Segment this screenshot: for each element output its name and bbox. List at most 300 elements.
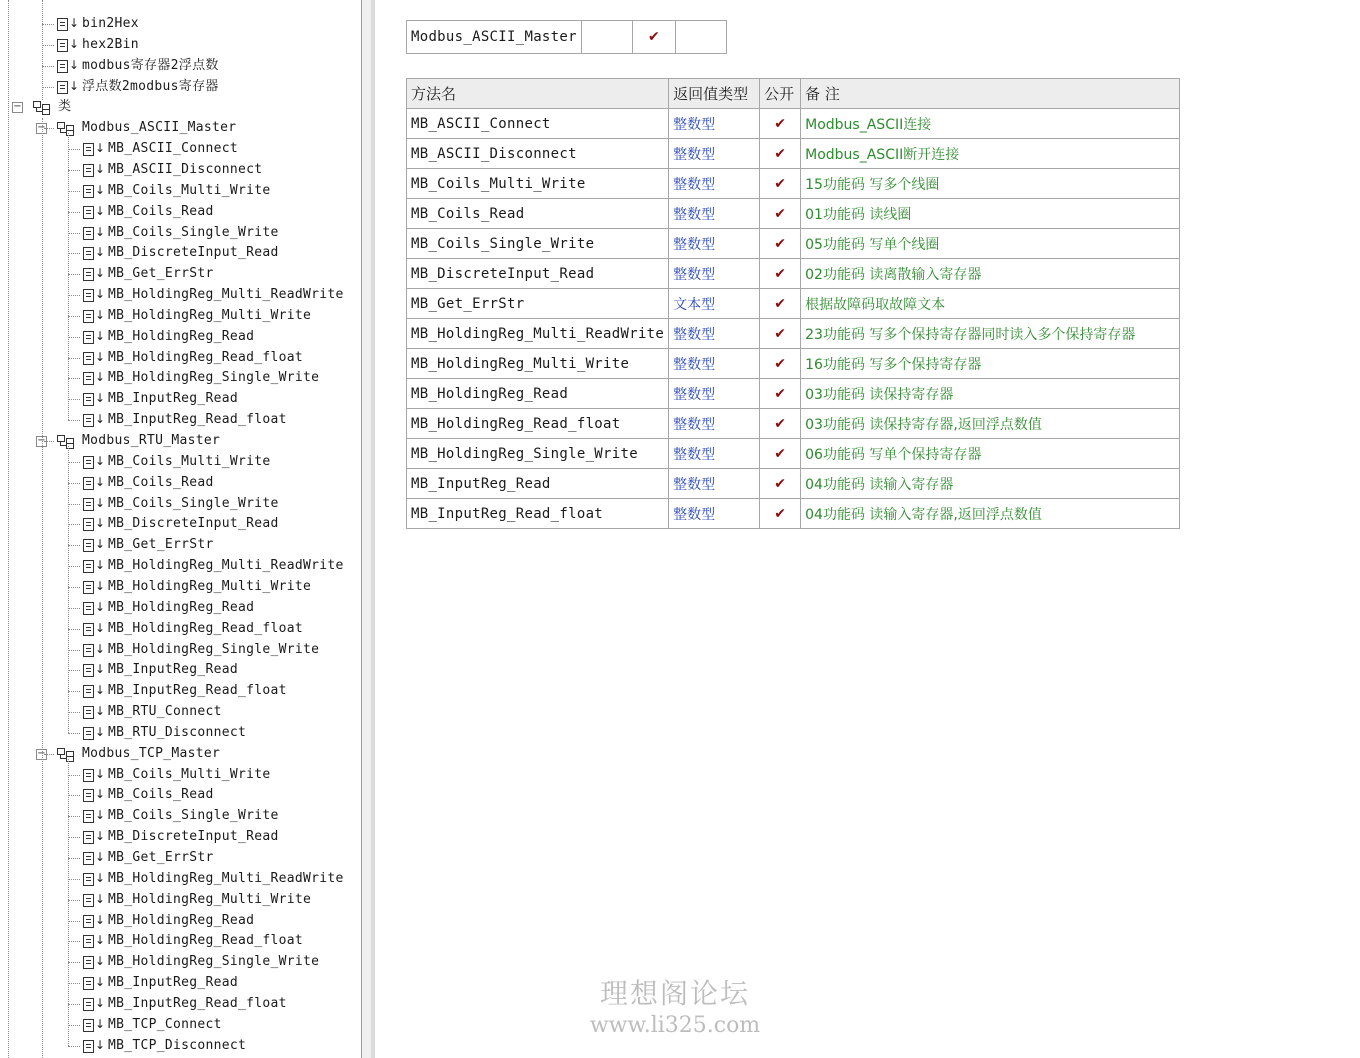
method-name-cell[interactable]: MB_ASCII_Connect <box>407 109 669 139</box>
watermark-title: 理想阁论坛 <box>599 977 750 1010</box>
method-icon-part <box>83 372 94 385</box>
method-icon-part: ↓ <box>95 704 106 719</box>
method-icon-part: ↓ <box>95 620 106 635</box>
tree-node-label: MB_InputReg_Read <box>108 391 239 407</box>
header-public: 公开 <box>760 79 801 109</box>
return-type-cell[interactable]: 整数型 <box>669 139 760 169</box>
tree-node-label: MB_TCP_Connect <box>108 1016 222 1032</box>
tree-guide-horizontal <box>42 24 54 25</box>
note-cell[interactable]: 06功能码 写单个保持寄存器 <box>801 439 1180 469</box>
tree-node-label: MB_HoldingReg_Multi_Write <box>108 891 312 907</box>
tree-class-node[interactable] <box>56 744 220 764</box>
check-icon: ✔ <box>774 355 786 372</box>
tree-method-node[interactable] <box>82 202 214 222</box>
method-icon-part: ↓ <box>69 78 80 93</box>
tree-guide-horizontal <box>68 775 80 776</box>
class-icon-part <box>60 128 67 133</box>
note-cell[interactable]: 15功能码 写多个线圈 <box>801 169 1180 199</box>
tree-node-label: MB_HoldingReg_Read_float <box>108 620 304 636</box>
public-cell[interactable] <box>760 409 801 439</box>
method-name-cell[interactable]: MB_Get_ErrStr <box>407 289 669 319</box>
expand-toggle-icon[interactable]: − <box>37 122 46 134</box>
tree-method-node[interactable] <box>82 598 254 618</box>
tree-node-label: MB_Coils_Multi_Write <box>108 453 271 469</box>
method-icon <box>82 768 104 782</box>
table-row[interactable] <box>407 409 1180 439</box>
tree-node-label: MB_HoldingReg_Multi_Write <box>108 307 312 323</box>
method-icon-part <box>83 560 94 573</box>
tree-guide-horizontal <box>68 566 80 567</box>
tree-node-label: 类 <box>58 99 72 115</box>
note-cell[interactable]: 23功能码 写多个保持寄存器同时读入多个保持寄存器 <box>801 319 1180 349</box>
tree-method-node[interactable] <box>82 660 238 680</box>
method-name-cell[interactable]: MB_HoldingReg_Multi_ReadWrite <box>407 319 669 349</box>
method-icon <box>82 830 104 844</box>
tree-method-node[interactable] <box>82 348 303 368</box>
method-icon-part: ↓ <box>95 599 106 614</box>
tree-node-label: MB_InputReg_Read_float <box>108 683 287 699</box>
public-cell[interactable] <box>760 259 801 289</box>
method-icon-part: ↓ <box>95 495 106 510</box>
tree-method-node[interactable] <box>56 77 219 97</box>
pane-splitter-shadow <box>371 0 375 1058</box>
method-name-cell[interactable]: MB_InputReg_Read <box>407 469 669 499</box>
public-cell[interactable] <box>760 109 801 139</box>
method-icon-part: ↓ <box>95 328 106 343</box>
method-icon-part: ↓ <box>69 57 80 72</box>
method-icon <box>82 934 104 948</box>
method-icon <box>82 809 104 823</box>
method-icon-part <box>83 185 94 198</box>
method-name-cell[interactable]: MB_Coils_Multi_Write <box>407 169 669 199</box>
return-type-cell[interactable]: 整数型 <box>669 109 760 139</box>
public-cell[interactable] <box>760 289 801 319</box>
method-name-cell[interactable]: MB_DiscreteInput_Read <box>407 259 669 289</box>
tree-guide-horizontal <box>68 983 80 984</box>
table-row[interactable] <box>407 109 1180 139</box>
public-cell[interactable] <box>760 349 801 379</box>
return-type-cell[interactable]: 文本型 <box>669 289 760 319</box>
note-cell[interactable]: 01功能码 读线圈 <box>801 199 1180 229</box>
public-cell[interactable] <box>760 229 801 259</box>
tree-guide-horizontal <box>68 233 80 234</box>
note-cell[interactable]: 03功能码 读保持寄存器,返回浮点数值 <box>801 409 1180 439</box>
tree-method-node[interactable] <box>82 681 287 701</box>
tree-class-node[interactable] <box>56 431 220 451</box>
method-icon-part <box>83 685 94 698</box>
tree-guide-horizontal <box>68 733 80 734</box>
method-icon <box>82 955 104 969</box>
tree-guide-horizontal <box>68 358 80 359</box>
method-icon <box>82 142 104 156</box>
method-name-cell[interactable]: MB_HoldingReg_Read_float <box>407 409 669 439</box>
return-type-cell[interactable]: 整数型 <box>669 259 760 289</box>
method-icon-part: ↓ <box>95 724 106 739</box>
tree-method-node[interactable] <box>82 952 319 972</box>
method-icon-part <box>83 477 94 490</box>
method-icon <box>82 288 104 302</box>
tree-method-node[interactable] <box>82 410 287 430</box>
table-row[interactable] <box>407 319 1180 349</box>
method-icon-part: ↓ <box>69 36 80 51</box>
tree-guide-horizontal <box>68 587 80 588</box>
class-note-cell[interactable] <box>675 21 726 54</box>
tree-node-label: modbus寄存器2浮点数 <box>82 57 219 73</box>
tree-node-label: MB_Coils_Multi_Write <box>108 182 271 198</box>
header-method-name: 方法名 <box>407 79 669 109</box>
tree-guide-horizontal <box>68 837 80 838</box>
table-row[interactable] <box>407 199 1180 229</box>
tree-method-node[interactable] <box>82 452 271 472</box>
return-type-cell[interactable]: 整数型 <box>669 199 760 229</box>
method-icon-part: ↓ <box>95 933 106 948</box>
header-note: 备 注 <box>801 79 1180 109</box>
table-row[interactable] <box>407 349 1180 379</box>
tree-method-node[interactable] <box>82 285 344 305</box>
method-icon <box>82 413 104 427</box>
tree-class-node[interactable] <box>56 118 236 138</box>
method-icon-part <box>57 60 68 73</box>
tree-method-node[interactable] <box>82 514 279 534</box>
table-row[interactable] <box>407 499 1180 529</box>
tree-node-label: MB_HoldingReg_Multi_ReadWrite <box>108 558 344 574</box>
tree-method-node[interactable] <box>82 139 238 159</box>
tree-guide-horizontal <box>68 504 80 505</box>
public-cell[interactable] <box>760 169 801 199</box>
method-icon <box>82 226 104 240</box>
method-icon-part: ↓ <box>95 391 106 406</box>
tree-guide-horizontal <box>68 253 80 254</box>
method-icon-part: ↓ <box>95 266 106 281</box>
tree-guide-horizontal <box>44 754 54 755</box>
tree-guide-horizontal <box>68 545 80 546</box>
tree-node-label: MB_HoldingReg_Single_Write <box>108 370 320 386</box>
tree-method-node[interactable] <box>82 890 311 910</box>
tree-node-label: Modbus_TCP_Master <box>82 745 221 761</box>
tree-method-node[interactable] <box>82 577 311 597</box>
return-type-cell[interactable]: 整数型 <box>669 169 760 199</box>
table-row[interactable] <box>407 259 1180 289</box>
method-icon-part <box>83 289 94 302</box>
tree-method-node[interactable] <box>82 1015 222 1035</box>
tree-node-label: MB_Get_ErrStr <box>108 266 214 282</box>
note-cell[interactable]: 05功能码 写单个线圈 <box>801 229 1180 259</box>
public-cell[interactable] <box>760 139 801 169</box>
method-icon-part: ↓ <box>95 808 106 823</box>
public-cell[interactable] <box>760 199 801 229</box>
tree-node-label: MB_HoldingReg_Single_Write <box>108 954 320 970</box>
public-cell[interactable] <box>760 319 801 349</box>
tree-method-node[interactable] <box>56 56 219 76</box>
tree-guide-horizontal <box>44 128 54 129</box>
tree-method-node[interactable] <box>56 35 139 55</box>
tree-method-node[interactable] <box>56 14 139 34</box>
tree-guide-horizontal <box>68 1046 80 1047</box>
method-icon <box>56 38 78 52</box>
method-icon <box>82 976 104 990</box>
method-icon-part: ↓ <box>95 245 106 260</box>
method-icon-part: ↓ <box>95 474 106 489</box>
method-icon <box>82 643 104 657</box>
tree-method-node[interactable] <box>82 473 214 493</box>
method-icon <box>82 851 104 865</box>
tree-node-label: MB_ASCII_Disconnect <box>108 161 263 177</box>
note-cell[interactable]: 04功能码 读输入寄存器,返回浮点数值 <box>801 499 1180 529</box>
method-icon <box>82 705 104 719</box>
tree-node-label: MB_HoldingReg_Read_float <box>108 349 304 365</box>
check-icon: ✔ <box>774 235 786 252</box>
class-folder-icon <box>32 100 54 114</box>
method-icon-part <box>83 706 94 719</box>
class-icon <box>56 434 78 448</box>
tree-node-label: MB_Coils_Read <box>108 203 214 219</box>
method-icon <box>82 517 104 531</box>
tree-method-node[interactable] <box>82 619 303 639</box>
note-cell[interactable]: 04功能码 读输入寄存器 <box>801 469 1180 499</box>
note-cell[interactable]: 03功能码 读保持寄存器 <box>801 379 1180 409</box>
tree-node-label: MB_Coils_Multi_Write <box>108 766 271 782</box>
method-name-cell[interactable]: MB_HoldingReg_Single_Write <box>407 439 669 469</box>
method-icon-part <box>83 644 94 657</box>
project-tree[interactable] <box>0 0 360 1058</box>
expand-toggle-icon[interactable]: − <box>13 101 22 113</box>
method-icon-part: ↓ <box>95 307 106 322</box>
tree-method-node[interactable] <box>82 765 271 785</box>
class-table <box>406 20 727 54</box>
method-icon-part <box>83 935 94 948</box>
tree-method-node[interactable] <box>82 785 214 805</box>
tree-guide-horizontal <box>68 149 80 150</box>
tree-node-label: MB_Coils_Read <box>108 474 214 490</box>
method-icon-part <box>83 581 94 594</box>
method-icon-part: ↓ <box>95 975 106 990</box>
method-icon-part: ↓ <box>95 954 106 969</box>
method-icon-part <box>83 393 94 406</box>
tree-method-node[interactable] <box>82 223 279 243</box>
tree-node-label: MB_DiscreteInput_Read <box>108 245 279 261</box>
method-icon-part <box>83 206 94 219</box>
tree-method-node[interactable] <box>82 827 279 847</box>
class-icon-part <box>60 754 67 759</box>
table-row[interactable] <box>407 169 1180 199</box>
class-public-cell[interactable] <box>632 21 675 54</box>
method-icon-part <box>83 268 94 281</box>
method-name-cell[interactable]: MB_Coils_Single_Write <box>407 229 669 259</box>
method-icon-part <box>83 602 94 615</box>
tree-method-node[interactable] <box>82 702 222 722</box>
tree-guide-vertical <box>8 0 9 1058</box>
method-icon-part <box>57 81 68 94</box>
method-name-cell[interactable]: MB_HoldingReg_Read <box>407 379 669 409</box>
public-cell[interactable] <box>760 439 801 469</box>
method-icon <box>82 163 104 177</box>
tree-guide-horizontal <box>68 378 80 379</box>
method-icon-part: ↓ <box>95 662 106 677</box>
method-icon-part: ↓ <box>69 16 80 30</box>
tree-node-label: MB_TCP_Disconnect <box>108 1037 247 1053</box>
method-icon-part: ↓ <box>95 370 106 385</box>
method-icon <box>82 893 104 907</box>
method-icon-part: ↓ <box>95 829 106 844</box>
return-type-cell[interactable]: 整数型 <box>669 229 760 259</box>
tree-method-node[interactable] <box>82 535 214 555</box>
method-icon <box>82 726 104 740</box>
note-cell[interactable]: 02功能码 读离散输入寄存器 <box>801 259 1180 289</box>
tree-method-node[interactable] <box>82 640 319 660</box>
method-icon-part <box>83 831 94 844</box>
return-type-cell[interactable]: 整数型 <box>669 409 760 439</box>
public-cell[interactable] <box>760 379 801 409</box>
check-icon: ✔ <box>774 415 786 432</box>
class-name-cell[interactable]: Modbus_ASCII_Master <box>407 21 582 54</box>
tree-method-node[interactable] <box>82 160 262 180</box>
method-icon <box>82 267 104 281</box>
tree-guide-horizontal <box>68 816 80 817</box>
note-cell[interactable]: Modbus_ASCII连接 <box>801 109 1180 139</box>
method-name-cell[interactable]: MB_InputReg_Read_float <box>407 499 669 529</box>
tree-guide-vertical <box>68 133 69 420</box>
method-icon-part: ↓ <box>95 995 106 1010</box>
return-type-cell[interactable]: 整数型 <box>669 439 760 469</box>
tree-method-node[interactable] <box>82 556 344 576</box>
return-type-cell[interactable]: 整数型 <box>669 469 760 499</box>
method-icon-part <box>83 164 94 177</box>
table-row[interactable] <box>407 229 1180 259</box>
table-row[interactable] <box>407 289 1180 319</box>
tree-guide-horizontal <box>68 712 80 713</box>
class-icon-part <box>60 441 67 446</box>
method-icon-part <box>83 727 94 740</box>
method-icon <box>82 622 104 636</box>
method-table-header <box>407 79 1180 109</box>
tree-method-node[interactable] <box>82 931 303 951</box>
tree-node-label: MB_HoldingReg_Read <box>108 912 255 928</box>
method-icon-part: ↓ <box>95 1016 106 1031</box>
method-icon <box>82 309 104 323</box>
tree-method-node[interactable] <box>82 911 254 931</box>
method-name-cell[interactable]: MB_ASCII_Disconnect <box>407 139 669 169</box>
note-cell[interactable]: 根据故障码取故障文本 <box>801 289 1180 319</box>
tree-guide-horizontal <box>44 441 54 442</box>
tree-node-label: MB_InputReg_Read <box>108 662 239 678</box>
return-type-cell[interactable]: 整数型 <box>669 499 760 529</box>
class-table-row <box>407 21 727 54</box>
note-cell[interactable]: 16功能码 写多个保持寄存器 <box>801 349 1180 379</box>
tree-guide-vertical <box>42 0 43 100</box>
method-icon <box>82 997 104 1011</box>
expand-toggle-icon[interactable]: − <box>37 435 46 446</box>
tree-node-label: MB_Coils_Read <box>108 787 214 803</box>
tree-guide-horizontal <box>68 399 80 400</box>
tree-method-node[interactable] <box>82 181 271 201</box>
method-icon-part <box>83 1040 94 1053</box>
tree-node-label: MB_Get_ErrStr <box>108 850 214 865</box>
tree-node-label: MB_HoldingReg_Multi_ReadWrite <box>108 287 344 303</box>
tree-guide-horizontal <box>68 191 80 192</box>
method-icon-part: ↓ <box>95 203 106 218</box>
tree-guide-horizontal <box>42 66 54 67</box>
tree-method-node[interactable] <box>82 994 287 1014</box>
tree-guide-horizontal <box>68 170 80 171</box>
tree-node-label: Modbus_ASCII_Master <box>82 120 237 136</box>
tree-method-node[interactable] <box>82 368 319 388</box>
tree-method-node[interactable] <box>82 264 214 284</box>
method-name-cell[interactable]: MB_Coils_Read <box>407 199 669 229</box>
tree-node-label: MB_InputReg_Read <box>108 975 239 991</box>
table-row[interactable] <box>407 379 1180 409</box>
note-cell[interactable]: Modbus_ASCII断开连接 <box>801 139 1180 169</box>
return-type-cell[interactable]: 整数型 <box>669 379 760 409</box>
tree-guide-horizontal <box>68 1004 80 1005</box>
tree-node-label: MB_DiscreteInput_Read <box>108 829 279 845</box>
tree-guide-horizontal <box>68 858 80 859</box>
tree-guide-horizontal <box>68 670 80 671</box>
tree-guide-horizontal <box>68 921 80 922</box>
tree-node-label: MB_HoldingReg_Read <box>108 328 255 344</box>
method-icon-part <box>83 518 94 531</box>
method-icon-part <box>83 310 94 323</box>
tree-method-node[interactable] <box>82 327 254 347</box>
method-icon-part <box>83 352 94 365</box>
tree-node-label: MB_HoldingReg_Multi_Write <box>108 578 312 594</box>
tree-method-node[interactable] <box>82 848 214 868</box>
header-return-type: 返回值类型 <box>669 79 760 109</box>
method-icon-part: ↓ <box>95 766 106 781</box>
tree-method-node[interactable] <box>82 389 238 409</box>
tree-guide-horizontal <box>68 691 80 692</box>
tree-method-node[interactable] <box>82 869 344 889</box>
tree-guide-horizontal <box>68 295 80 296</box>
tree-guide-horizontal <box>68 900 80 901</box>
method-icon-part <box>83 247 94 260</box>
public-cell[interactable] <box>760 499 801 529</box>
tree-guide-horizontal <box>68 524 80 525</box>
method-name-cell[interactable]: MB_HoldingReg_Multi_Write <box>407 349 669 379</box>
class-icon <box>56 121 78 135</box>
tree-method-node[interactable] <box>82 494 279 514</box>
method-icon <box>56 17 78 31</box>
tree-method-node[interactable] <box>82 723 246 743</box>
method-icon <box>82 872 104 886</box>
class-base-cell[interactable] <box>581 21 632 54</box>
table-row[interactable] <box>407 469 1180 499</box>
tree-guide-horizontal <box>68 629 80 630</box>
tree-method-node[interactable] <box>82 806 279 826</box>
tree-method-node[interactable] <box>82 1036 246 1056</box>
method-icon <box>82 476 104 490</box>
tree-method-node[interactable] <box>82 306 311 326</box>
return-type-cell[interactable]: 整数型 <box>669 319 760 349</box>
tree-node-label: MB_HoldingReg_Read_float <box>108 933 304 949</box>
tree-guide-vertical <box>42 118 43 1058</box>
method-icon <box>56 59 78 73</box>
tree-method-node[interactable] <box>82 243 279 263</box>
method-rows <box>407 109 1180 529</box>
tree-guide-horizontal <box>68 795 80 796</box>
tree-node-label: MB_Get_ErrStr <box>108 537 214 553</box>
tree-node-label: MB_HoldingReg_Read <box>108 599 255 615</box>
table-row[interactable] <box>407 439 1180 469</box>
public-cell[interactable] <box>760 469 801 499</box>
tree-method-node[interactable] <box>82 973 238 993</box>
table-row[interactable] <box>407 139 1180 169</box>
method-icon-part <box>57 39 68 52</box>
return-type-cell[interactable]: 整数型 <box>669 349 760 379</box>
tree-class-node[interactable] <box>32 97 71 117</box>
expand-toggle-icon[interactable]: − <box>37 747 46 759</box>
check-icon: ✔ <box>647 29 660 45</box>
method-icon-part <box>83 664 94 677</box>
